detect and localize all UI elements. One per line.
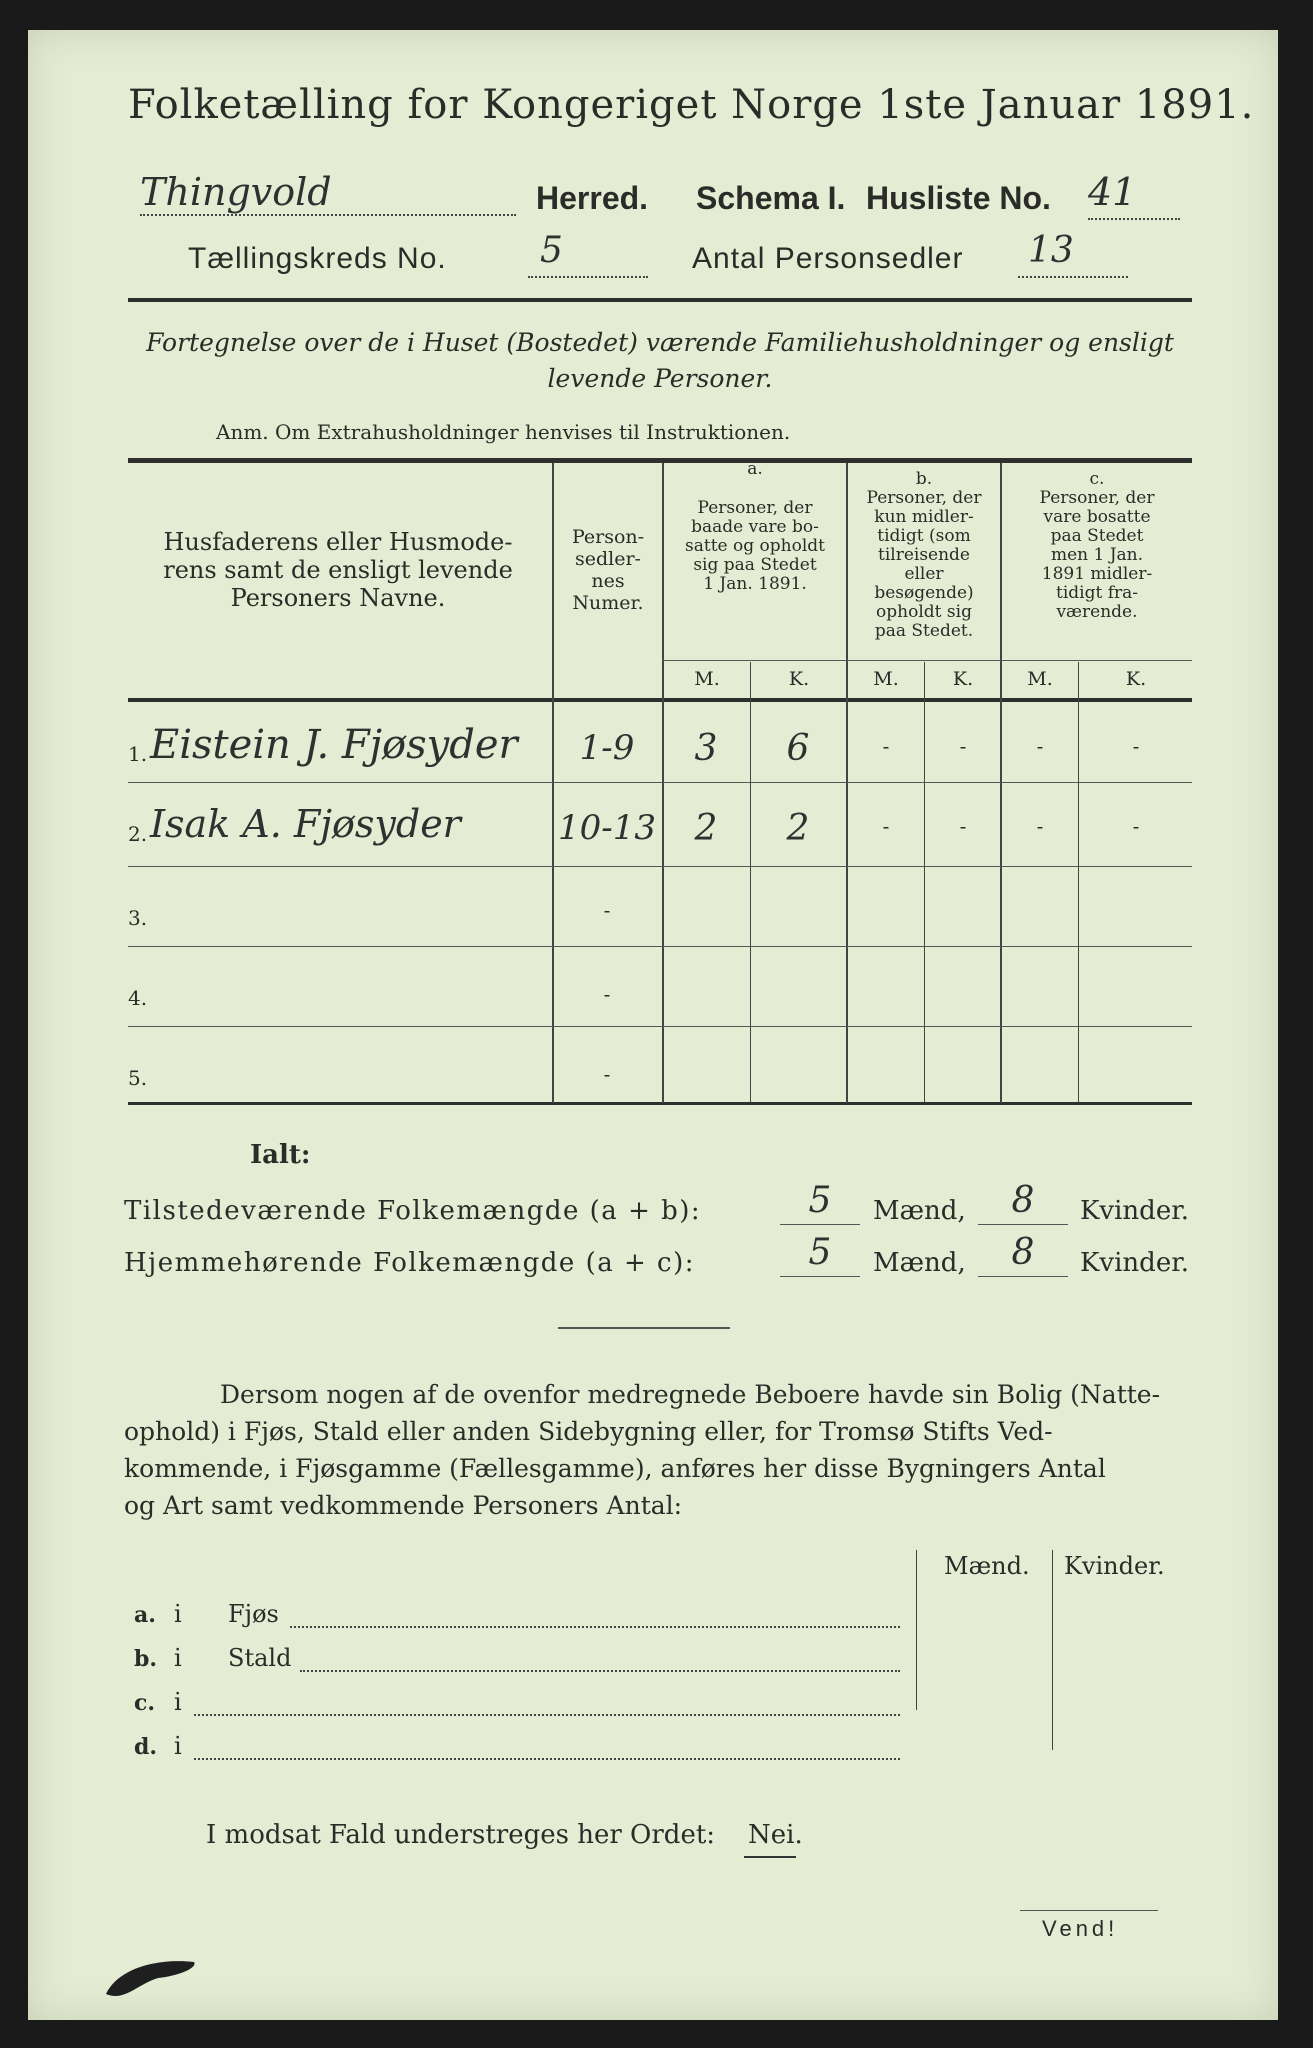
- table-row: 2. Isak A. Fjøsyder 10-13 2 2 - - - -: [128, 790, 1192, 864]
- hjemme-kvinder-line: [978, 1276, 1068, 1277]
- antal-dotline: [1018, 276, 1128, 278]
- hjemme-maend-label: Mænd,: [873, 1248, 966, 1278]
- intro-line1: Fortegnelse over de i Huset (Bostedet) værende Familiehusholdninger og ensligt: [146, 328, 1174, 357]
- husliste-dotline: [1088, 218, 1180, 220]
- anm-note: Anm. Om Extrahusholdninger henvises til Instruktionen.: [216, 420, 791, 444]
- vend-rule: [1020, 1910, 1158, 1911]
- row-divider: [128, 946, 1192, 947]
- tilstede-label: Tilstedeværende Folkemængde (a + b):: [124, 1196, 702, 1226]
- herred-handwritten: Thingvold: [140, 170, 332, 214]
- hjemme-kvinder-label: Kvinder.: [1080, 1248, 1190, 1278]
- table-bottom-rule: [128, 1102, 1192, 1105]
- table-top-rule: [128, 458, 1192, 463]
- household-name: Eistein J. Fjøsyder: [150, 722, 518, 768]
- form-title: Folketælling for Kongeriget Norge 1ste Januar 1891.: [128, 82, 1255, 128]
- nei-underline: [744, 1856, 796, 1858]
- kreds-label: Tællingskreds No.: [188, 242, 447, 275]
- tilstede-maend-label: Mænd,: [873, 1196, 966, 1226]
- c-m-header: M.: [1027, 668, 1053, 690]
- col-a-header: a. Personer, der baade vare bo- satte og opholdt sig paa Stedet 1 Jan. 1891.: [685, 459, 825, 594]
- tilstede-kvinder-value: 8: [1011, 1180, 1035, 1221]
- col-num-header: Person- sedler- nes Numer.: [571, 526, 645, 614]
- a-k-value: 6: [786, 728, 810, 769]
- table-body: [128, 702, 1192, 1102]
- col-names-header: Husfaderens eller Husmode- rens samt de ensligt levende Personers Navne.: [163, 528, 513, 612]
- table-row: 5. -: [128, 1028, 1192, 1102]
- person-numbers: 10-13: [557, 808, 656, 848]
- schema-label: Schema I.: [696, 180, 846, 216]
- list-item: b. i Stald: [134, 1644, 910, 1680]
- nei-word: Nei.: [748, 1820, 803, 1850]
- list-item: c. i: [134, 1688, 910, 1724]
- bolig-maend-header: Mænd.: [944, 1552, 1030, 1580]
- bolig-vline-2: [1052, 1550, 1053, 1750]
- table-row: 3. -: [128, 868, 1192, 946]
- hjemme-kvinder-value: 8: [1011, 1232, 1035, 1273]
- c-k-header: K.: [1125, 668, 1147, 690]
- tilstede-maend-value: 5: [808, 1180, 832, 1221]
- b-k-header: K.: [952, 668, 974, 690]
- header-rule: [128, 298, 1192, 302]
- table-row: 4. -: [128, 948, 1192, 1026]
- husliste-number: 41: [1088, 170, 1137, 214]
- row-divider: [128, 866, 1192, 867]
- a-m-value: 3: [694, 728, 718, 769]
- a-k-header: K.: [788, 668, 810, 690]
- antal-number: 13: [1028, 230, 1074, 271]
- mk-divider: [662, 660, 1192, 661]
- bolig-list: [134, 1600, 914, 1790]
- hjemme-maend-value: 5: [808, 1232, 832, 1273]
- a-m-header: M.: [694, 668, 720, 690]
- hjemme-maend-line: [780, 1276, 860, 1277]
- col-b-header: b. Personer, der kun midler- tidigt (som tilreisende eller besøgende) opholdt sig paa Stedet.: [866, 469, 982, 641]
- census-form-sheet: [28, 30, 1278, 2020]
- vend-label: Vend!: [1042, 1916, 1119, 1941]
- bolig-paragraph: Dersom nogen af de ovenfor medregnede Beboere havde sin Bolig (Natte- ophold) i Fjøs, Stald eller anden Sidebygning eller, for Tromsø Stifts Ved- kommende, i Fjøsgamme (Fællesgamme), anføres her disse Bygningers Antal og Art samt vedkommende Personers Antal:: [124, 1380, 1161, 1520]
- household-name: Isak A. Fjøsyder: [150, 802, 461, 846]
- hjemme-label: Hjemmehørende Folkemængde (a + c):: [124, 1248, 695, 1278]
- tilstede-kvinder-line: [978, 1224, 1068, 1225]
- b-k-value: -: [959, 734, 967, 758]
- c-m-value: -: [1036, 734, 1044, 758]
- ialt-label: Ialt:: [250, 1140, 311, 1170]
- list-item: a. i Fjøs: [134, 1600, 910, 1636]
- bolig-kvinder-header: Kvinder.: [1064, 1552, 1165, 1580]
- a-k-value: 2: [786, 808, 810, 849]
- bolig-vline-1: [916, 1550, 917, 1710]
- herred-dotline: [140, 214, 516, 216]
- row-divider: [128, 1026, 1192, 1027]
- row-divider: [128, 782, 1192, 783]
- person-numbers: -: [603, 898, 611, 922]
- person-numbers: 1-9: [579, 728, 635, 768]
- c-k-value: -: [1132, 734, 1140, 758]
- kreds-number: 5: [540, 230, 563, 271]
- husliste-label: Husliste No.: [866, 180, 1051, 216]
- b-m-value: -: [882, 734, 890, 758]
- intro-line2: levende Personer.: [547, 364, 773, 393]
- person-numbers: -: [603, 982, 611, 1006]
- b-m-header: M.: [873, 668, 899, 690]
- ink-blot-icon: [98, 1948, 208, 2008]
- person-numbers: -: [603, 1062, 611, 1086]
- antal-label: Antal Personsedler: [692, 242, 964, 275]
- kreds-dotline: [528, 276, 648, 278]
- c-m-value: -: [1036, 814, 1044, 838]
- col-c-header: c. Personer, der vare bosatte paa Stedet men 1 Jan. 1891 midler- tidigt fra- værende.: [1039, 469, 1155, 622]
- herred-label: Herred.: [536, 180, 649, 216]
- list-item: d. i: [134, 1732, 910, 1768]
- section-divider: [558, 1327, 730, 1329]
- modsat-text: I modsat Fald understreges her Ordet:: [206, 1820, 716, 1850]
- table-row: 1. Eistein J. Fjøsyder 1-9 3 6 - - - -: [128, 708, 1192, 782]
- a-m-value: 2: [694, 808, 718, 849]
- tilstede-maend-line: [780, 1224, 860, 1225]
- b-k-value: -: [959, 814, 967, 838]
- c-k-value: -: [1132, 814, 1140, 838]
- b-m-value: -: [882, 814, 890, 838]
- tilstede-kvinder-label: Kvinder.: [1080, 1196, 1190, 1226]
